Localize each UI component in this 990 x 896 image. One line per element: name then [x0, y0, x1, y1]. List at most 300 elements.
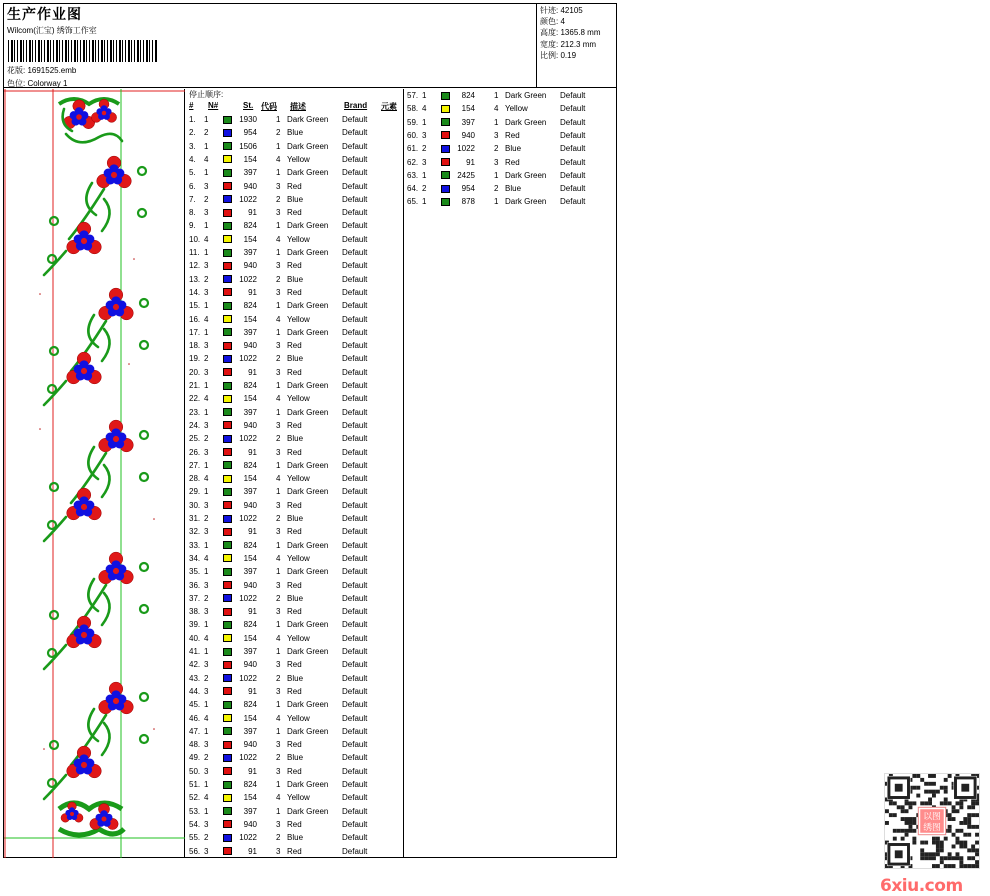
row-n: 2 [204, 354, 209, 364]
seal-text: 绣图 [923, 822, 941, 833]
row-n: 3 [204, 261, 209, 271]
qr-module [928, 782, 932, 786]
row-n: 1 [204, 327, 209, 337]
row-code: 1022 [239, 673, 257, 683]
table-row [186, 273, 396, 286]
row-desc: Dark Green [287, 647, 329, 656]
qr-module [948, 825, 952, 829]
row-n: 2 [204, 514, 209, 523]
qr-module [924, 852, 928, 856]
color-swatch [223, 355, 232, 363]
row-n: 1 [204, 726, 209, 736]
row-n: 1 [422, 197, 427, 207]
row-num: 57. [407, 91, 419, 100]
row-st: 1 [276, 647, 281, 656]
color-swatch [223, 488, 232, 496]
row-num: 4. [189, 154, 196, 164]
row-brand: Default [342, 301, 368, 311]
row-st: 2 [494, 184, 499, 194]
row-code: 1022 [239, 514, 257, 523]
embroidery-design-drawing [4, 89, 185, 858]
qr-module [971, 805, 975, 809]
row-code: 824 [243, 381, 257, 390]
qr-module [936, 845, 940, 849]
qr-module [905, 821, 909, 825]
qr-module [912, 829, 916, 833]
row-desc: Dark Green [287, 806, 329, 816]
row-brand: Default [342, 194, 368, 204]
table-row [186, 778, 396, 791]
row-code: 1022 [457, 144, 475, 154]
row-brand: Default [342, 234, 368, 244]
row-brand: Default [342, 700, 368, 710]
row-brand: Default [342, 274, 368, 284]
qr-module [956, 837, 960, 841]
qr-module [948, 856, 952, 860]
flower-center [111, 172, 117, 178]
table-row [186, 406, 396, 419]
row-code: 1022 [239, 274, 257, 284]
color-swatch [223, 674, 232, 682]
row-desc: Dark Green [287, 540, 329, 550]
qr-module [975, 801, 979, 805]
color-swatch [223, 568, 232, 576]
row-code: 940 [243, 740, 257, 750]
row-desc: Red [287, 846, 302, 856]
row-code: 940 [243, 181, 257, 191]
row-brand: Default [342, 460, 368, 470]
row-brand: Default [342, 168, 368, 178]
table-row [186, 618, 396, 631]
row-n: 1 [204, 221, 209, 231]
table-row [186, 632, 396, 645]
qr-module [912, 837, 916, 841]
row-st: 3 [276, 367, 281, 377]
row-code: 2425 [457, 170, 475, 180]
qr-module [940, 841, 944, 845]
color-swatch [223, 461, 232, 469]
qr-module [975, 841, 979, 845]
row-code: 824 [243, 780, 257, 789]
table-row [186, 605, 396, 618]
table-row [186, 499, 396, 512]
color-swatch [223, 594, 232, 602]
qr-module [909, 805, 913, 809]
qr-module [944, 778, 948, 782]
row-st: 1 [276, 700, 281, 710]
qr-module [905, 801, 909, 805]
row-st: 3 [276, 686, 281, 696]
qr-module [971, 856, 975, 860]
col-elem: 元素 [381, 102, 397, 111]
row-st: 2 [276, 673, 281, 683]
row-code: 940 [243, 261, 257, 271]
watermark [874, 769, 990, 895]
qr-module [912, 774, 916, 778]
color-swatch [441, 171, 450, 179]
row-num: 17. [189, 327, 201, 337]
row-st: 4 [276, 713, 281, 723]
table-row [186, 140, 396, 153]
col-code: 代码 [261, 102, 277, 111]
row-num: 51. [189, 780, 201, 789]
color-swatch [223, 634, 232, 642]
qr-module [944, 856, 948, 860]
row-num: 9. [189, 221, 196, 231]
studio-name: Wilcom(汇宝) 绣饰工作室 [7, 26, 97, 35]
green-curl [50, 217, 58, 225]
row-brand: Default [560, 117, 586, 127]
row-st: 1 [276, 115, 281, 124]
row-st: 1 [494, 117, 499, 127]
qr-module [952, 856, 956, 860]
row-num: 1. [189, 115, 196, 124]
qr-module [932, 837, 936, 841]
row-desc: Blue [287, 593, 304, 603]
row-code: 154 [243, 314, 257, 324]
table-row [186, 366, 396, 379]
color-swatch [223, 687, 232, 695]
row-desc: Blue [287, 753, 304, 763]
row-desc: Dark Green [287, 460, 329, 470]
qr-module [959, 841, 963, 845]
row-n: 2 [204, 274, 209, 284]
row-code: 91 [248, 846, 257, 856]
row-num: 45. [189, 700, 201, 710]
qr-module [959, 801, 963, 805]
row-num: 37. [189, 593, 201, 603]
row-brand: Default [560, 157, 586, 167]
row-brand: Default [342, 447, 368, 457]
row-desc: Blue [287, 673, 304, 683]
row-num: 26. [189, 447, 201, 457]
row-n: 1 [204, 407, 209, 417]
row-code: 397 [243, 806, 257, 816]
row-n: 3 [204, 420, 209, 430]
table-row [404, 156, 614, 169]
row-num: 54. [189, 819, 201, 829]
row-code: 154 [461, 104, 475, 114]
row-brand: Default [342, 487, 368, 497]
green-vine [44, 251, 66, 275]
qr-module [901, 837, 905, 841]
qr-module [956, 801, 960, 805]
row-desc: Dark Green [287, 620, 329, 630]
row-desc: Dark Green [287, 168, 329, 178]
row-brand: Default [342, 553, 368, 563]
row-brand: Default [342, 128, 368, 138]
row-st: 2 [276, 128, 281, 138]
row-code: 397 [243, 168, 257, 178]
qr-module [924, 841, 928, 845]
table-header [186, 101, 404, 113]
table-row [186, 259, 396, 272]
row-desc: Red [505, 157, 520, 167]
row-st: 3 [494, 157, 499, 167]
row-num: 42. [189, 660, 201, 670]
qr-module [928, 852, 932, 856]
col-desc: 描述 [290, 102, 306, 111]
row-st: 2 [276, 434, 281, 444]
row-desc: Red [287, 527, 302, 537]
qr-module [928, 801, 932, 805]
row-desc: Red [287, 341, 302, 351]
row-code: 1022 [239, 593, 257, 603]
row-code: 940 [461, 130, 475, 140]
qr-module [920, 852, 924, 856]
row-code: 91 [248, 367, 257, 377]
row-st: 2 [276, 593, 281, 603]
row-n: 3 [204, 447, 209, 457]
row-n: 2 [204, 194, 209, 204]
qr-module [932, 856, 936, 860]
row-code: 1022 [239, 194, 257, 204]
row-desc: Dark Green [287, 141, 329, 151]
row-st: 3 [276, 208, 281, 218]
row-num: 6. [189, 181, 196, 191]
row-num: 14. [189, 287, 201, 297]
qr-module [924, 856, 928, 860]
color-swatch [223, 701, 232, 709]
qr-finder-core [895, 784, 903, 792]
color-swatch [441, 105, 450, 113]
embroidery-preview [4, 89, 185, 858]
green-vine [44, 645, 66, 669]
row-brand: Default [342, 261, 368, 271]
row-brand: Default [342, 567, 368, 577]
row-code: 397 [243, 487, 257, 497]
row-brand: Default [342, 381, 368, 390]
green-curl [140, 605, 148, 613]
qr-code [884, 773, 980, 869]
row-st: 3 [276, 447, 281, 457]
row-desc: Dark Green [287, 780, 329, 789]
row-num: 55. [189, 833, 201, 843]
row-code: 397 [243, 647, 257, 656]
color-swatch [223, 435, 232, 443]
row-brand: Default [342, 500, 368, 510]
row-st: 4 [276, 793, 281, 803]
row-st: 1 [494, 170, 499, 180]
row-desc: Dark Green [287, 726, 329, 736]
row-code: 824 [243, 221, 257, 231]
stop-sequence-table-1 [186, 89, 404, 858]
table-row [186, 725, 396, 738]
qr-module [940, 786, 944, 790]
color-swatch [223, 448, 232, 456]
row-st: 1 [276, 327, 281, 337]
qr-module [952, 809, 956, 813]
table-row [186, 352, 396, 365]
row-brand: Default [342, 208, 368, 218]
row-num: 15. [189, 301, 201, 311]
table-row [186, 313, 396, 326]
row-num: 11. [189, 248, 200, 257]
row-n: 3 [204, 580, 209, 590]
qr-module [956, 841, 960, 845]
table-row [186, 579, 396, 592]
qr-module [959, 829, 963, 833]
qr-module [893, 813, 897, 817]
row-brand: Default [342, 154, 368, 164]
qr-module [932, 864, 936, 868]
qr-module [948, 813, 952, 817]
row-n: 2 [204, 128, 209, 138]
flower-center [113, 304, 119, 310]
row-brand: Default [560, 130, 586, 140]
row-brand: Default [342, 314, 368, 324]
flower-center [76, 114, 82, 120]
qr-module [909, 817, 913, 821]
qr-module [901, 805, 905, 809]
row-st: 3 [276, 846, 281, 856]
row-brand: Default [342, 753, 368, 763]
row-brand: Default [560, 144, 586, 154]
table-row [186, 233, 396, 246]
qr-module [932, 794, 936, 798]
qr-module [893, 801, 897, 805]
col-n: N# [208, 101, 219, 110]
row-n: 1 [204, 248, 209, 257]
color-swatch [223, 395, 232, 403]
green-curl [140, 735, 148, 743]
qr-module [956, 856, 960, 860]
row-st: 4 [276, 553, 281, 563]
row-brand: Default [342, 434, 368, 444]
flower-center [81, 632, 87, 638]
qr-module [967, 817, 971, 821]
stray-dot [43, 748, 45, 750]
row-st: 2 [276, 833, 281, 843]
qr-module [901, 829, 905, 833]
qr-module [924, 801, 928, 805]
row-code: 397 [243, 407, 257, 417]
table-row [186, 831, 396, 844]
color-swatch [223, 515, 232, 523]
row-desc: Yellow [287, 234, 310, 244]
top-ornament [59, 99, 119, 104]
qr-module [928, 856, 932, 860]
qr-module [940, 860, 944, 864]
stat-stitches: 针迹: 42105 [540, 6, 583, 15]
qr-module [952, 845, 956, 849]
table-row [186, 512, 396, 525]
qr-module [967, 805, 971, 809]
row-num: 25. [189, 434, 201, 444]
row-st: 1 [276, 460, 281, 470]
qr-module [932, 852, 936, 856]
qr-module [975, 813, 979, 817]
row-st: 1 [276, 407, 281, 417]
table-row [186, 525, 396, 538]
row-num: 34. [189, 553, 201, 563]
row-num: 10. [189, 234, 201, 244]
row-brand: Default [342, 287, 368, 297]
row-code: 154 [243, 713, 257, 723]
table-row [404, 89, 614, 102]
row-n: 1 [204, 647, 209, 656]
row-brand: Default [342, 221, 368, 231]
qr-module [948, 829, 952, 833]
row-num: 46. [189, 713, 201, 723]
row-code: 154 [243, 474, 257, 484]
row-n: 1 [204, 168, 209, 178]
color-swatch [223, 661, 232, 669]
table-row [186, 805, 396, 818]
color-swatch [223, 767, 232, 775]
row-brand: Default [342, 141, 368, 151]
color-swatch [223, 209, 232, 217]
row-desc: Red [287, 580, 302, 590]
color-swatch [223, 475, 232, 483]
row-code: 824 [461, 91, 475, 100]
green-vine [44, 517, 66, 541]
color-swatch [223, 382, 232, 390]
qr-module [905, 829, 909, 833]
row-code: 91 [466, 157, 475, 167]
qr-module [940, 848, 944, 852]
row-num: 58. [407, 104, 419, 114]
green-curl [140, 431, 148, 439]
row-st: 1 [276, 487, 281, 497]
row-st: 2 [276, 274, 281, 284]
header-panel [3, 3, 537, 88]
row-num: 62. [407, 157, 419, 167]
table-row [186, 765, 396, 778]
stop-sequence-title: 停止顺序: [189, 90, 224, 99]
row-n: 4 [204, 394, 209, 404]
color-swatch [223, 741, 232, 749]
color-swatch [223, 262, 232, 270]
stat-height: 高度: 1365.8 mm [540, 28, 601, 38]
emb-filename: 花版: 1691525.emb [7, 66, 77, 75]
row-desc: Dark Green [287, 567, 329, 577]
row-st: 2 [276, 194, 281, 204]
row-desc: Dark Green [505, 197, 547, 207]
qr-module [959, 864, 963, 868]
row-code: 397 [243, 726, 257, 736]
qr-module [944, 786, 948, 790]
qr-module [956, 852, 960, 856]
qr-module [912, 841, 916, 845]
row-n: 3 [422, 157, 427, 167]
flower-center [70, 812, 74, 816]
row-desc: Red [287, 181, 302, 191]
color-swatch [223, 781, 232, 789]
row-brand: Default [342, 248, 368, 257]
stats-panel [537, 3, 617, 88]
row-num: 52. [189, 793, 201, 803]
row-brand: Default [342, 514, 368, 523]
row-desc: Red [287, 607, 302, 617]
row-code: 1022 [239, 354, 257, 364]
row-desc: Red [287, 766, 302, 776]
row-brand: Default [342, 673, 368, 683]
row-desc: Yellow [287, 633, 310, 643]
table-row [186, 392, 396, 405]
row-n: 4 [422, 104, 427, 114]
row-desc: Red [287, 500, 302, 510]
green-vine [102, 723, 110, 755]
row-desc: Red [287, 660, 302, 670]
table-row [186, 552, 396, 565]
qr-module [967, 848, 971, 852]
row-st: 1 [494, 197, 499, 207]
row-num: 33. [189, 540, 201, 550]
green-curl [50, 611, 58, 619]
row-desc: Dark Green [505, 117, 547, 127]
qr-module [975, 825, 979, 829]
